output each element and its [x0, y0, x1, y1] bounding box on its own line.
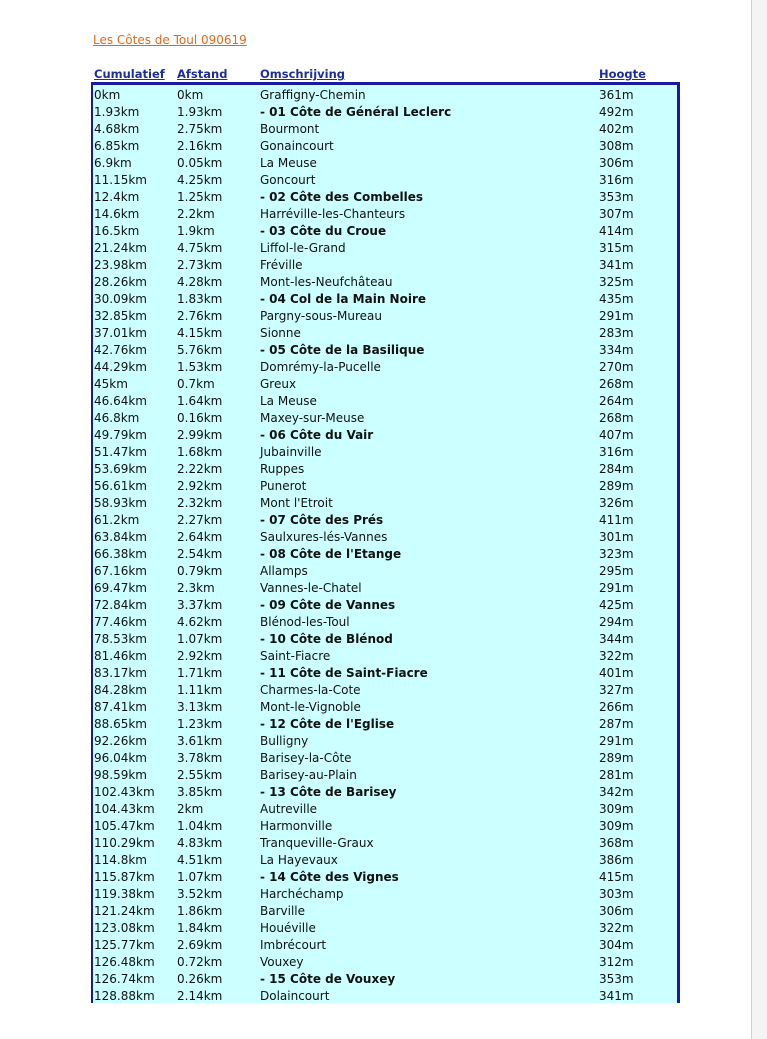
table-row — [93, 988, 677, 1005]
altitude: 341m — [599, 989, 634, 1003]
segment-distance: 1.9km — [177, 224, 215, 238]
segment-distance: 3.78km — [177, 751, 223, 765]
description: Autreville — [260, 802, 318, 816]
altitude: 287m — [599, 717, 634, 731]
table-row — [93, 801, 677, 818]
description: La Meuse — [260, 394, 317, 408]
table-row — [93, 903, 677, 920]
altitude: 316m — [599, 173, 634, 187]
description: Saint-Fiacre — [260, 649, 331, 663]
table-row — [93, 886, 677, 903]
climb-row — [93, 869, 677, 886]
description: - 02 Côte des Combelles — [260, 190, 423, 204]
table-row — [93, 852, 677, 869]
cumulative-distance: 72.84km — [94, 598, 147, 612]
description: Harchéchamp — [260, 887, 344, 901]
cumulative-distance: 37.01km — [94, 326, 147, 340]
cumulative-distance: 30.09km — [94, 292, 147, 306]
altitude: 309m — [599, 802, 634, 816]
description: Sionne — [260, 326, 301, 340]
altitude: 266m — [599, 700, 634, 714]
segment-distance: 2km — [177, 802, 204, 816]
cumulative-distance: 6.9km — [94, 156, 132, 170]
altitude: 327m — [599, 683, 634, 697]
segment-distance: 1.11km — [177, 683, 223, 697]
segment-distance: 0.72km — [177, 955, 223, 969]
segment-distance: 4.51km — [177, 853, 223, 867]
description: - 04 Col de la Main Noire — [260, 292, 427, 306]
segment-distance: 0.26km — [177, 972, 223, 986]
segment-distance: 3.37km — [177, 598, 223, 612]
climb-row — [93, 971, 677, 988]
segment-distance: 3.52km — [177, 887, 223, 901]
altitude: 301m — [599, 530, 634, 544]
table-row — [93, 325, 677, 342]
cumulative-distance: 66.38km — [94, 547, 147, 561]
table-row — [93, 257, 677, 274]
altitude: 295m — [599, 564, 634, 578]
cumulative-distance: 32.85km — [94, 309, 147, 323]
description: Fréville — [260, 258, 303, 272]
segment-distance: 2.75km — [177, 122, 223, 136]
altitude: 353m — [599, 972, 634, 986]
table-row — [93, 614, 677, 631]
cumulative-distance: 53.69km — [94, 462, 147, 476]
altitude: 303m — [599, 887, 634, 901]
altitude: 294m — [599, 615, 634, 629]
segment-distance: 4.83km — [177, 836, 223, 850]
altitude: 284m — [599, 462, 634, 476]
description: - 10 Côte de Blénod — [260, 632, 393, 646]
cumulative-distance: 84.28km — [94, 683, 147, 697]
altitude: 407m — [599, 428, 634, 442]
segment-distance: 0.16km — [177, 411, 223, 425]
altitude: 316m — [599, 445, 634, 459]
segment-distance: 2.14km — [177, 989, 223, 1003]
description: Liffol-le-Grand — [260, 241, 346, 255]
altitude: 425m — [599, 598, 634, 612]
cumulative-distance: 121.24km — [94, 904, 155, 918]
table-row — [93, 529, 677, 546]
cumulative-distance: 125.77km — [94, 938, 155, 952]
segment-distance: 1.71km — [177, 666, 223, 680]
segment-distance: 2.64km — [177, 530, 223, 544]
cumulative-distance: 69.47km — [94, 581, 147, 595]
route-table — [91, 82, 680, 1003]
description: - 12 Côte de l'Eglise — [260, 717, 395, 731]
cumulative-distance: 81.46km — [94, 649, 147, 663]
description: La Meuse — [260, 156, 317, 170]
climb-row — [93, 631, 677, 648]
description: Charmes-la-Cote — [260, 683, 361, 697]
table-row — [93, 461, 677, 478]
segment-distance: 4.15km — [177, 326, 223, 340]
segment-distance: 2.3km — [177, 581, 215, 595]
cumulative-distance: 6.85km — [94, 139, 140, 153]
description: Bulligny — [260, 734, 309, 748]
segment-distance: 1.07km — [177, 870, 223, 884]
table-row — [93, 478, 677, 495]
description: - 08 Côte de l'Etange — [260, 547, 402, 561]
altitude: 368m — [599, 836, 634, 850]
altitude: 414m — [599, 224, 634, 238]
cumulative-distance: 128.88km — [94, 989, 155, 1003]
segment-distance: 2.22km — [177, 462, 223, 476]
description: - 11 Côte de Saint-Fiacre — [260, 666, 428, 680]
climb-row — [93, 784, 677, 801]
altitude: 322m — [599, 921, 634, 935]
description: - 14 Côte des Vignes — [260, 870, 399, 884]
altitude: 307m — [599, 207, 634, 221]
segment-distance: 1.07km — [177, 632, 223, 646]
description: Greux — [260, 377, 297, 391]
description: Domrémy-la-Pucelle — [260, 360, 381, 374]
table-row — [93, 138, 677, 155]
cumulative-distance: 77.46km — [94, 615, 147, 629]
segment-distance: 3.85km — [177, 785, 223, 799]
description: Dolaincourt — [260, 989, 330, 1003]
description: Harmonville — [260, 819, 333, 833]
table-row — [93, 682, 677, 699]
altitude: 315m — [599, 241, 634, 255]
altitude: 291m — [599, 309, 634, 323]
altitude: 323m — [599, 547, 634, 561]
table-row — [93, 699, 677, 716]
cumulative-distance: 45km — [94, 377, 128, 391]
altitude: 289m — [599, 751, 634, 765]
table-row — [93, 359, 677, 376]
climb-row — [93, 716, 677, 733]
altitude: 306m — [599, 904, 634, 918]
description: - 06 Côte du Vair — [260, 428, 374, 442]
altitude: 435m — [599, 292, 634, 306]
cumulative-distance: 83.17km — [94, 666, 147, 680]
description: Vouxey — [260, 955, 304, 969]
segment-distance: 2.27km — [177, 513, 223, 527]
table-row — [93, 376, 677, 393]
altitude: 411m — [599, 513, 634, 527]
altitude: 344m — [599, 632, 634, 646]
cumulative-distance: 44.29km — [94, 360, 147, 374]
cumulative-distance: 42.76km — [94, 343, 147, 357]
segment-distance: 1.83km — [177, 292, 223, 306]
table-row — [93, 274, 677, 291]
description: Ruppes — [260, 462, 305, 476]
description: Goncourt — [260, 173, 316, 187]
cumulative-distance: 67.16km — [94, 564, 147, 578]
description: - 05 Côte de la Basilique — [260, 343, 425, 357]
description: Houéville — [260, 921, 316, 935]
cumulative-distance: 46.8km — [94, 411, 140, 425]
description: Punerot — [260, 479, 307, 493]
cumulative-distance: 4.68km — [94, 122, 140, 136]
altitude: 325m — [599, 275, 634, 289]
header-hoogte: Hoogte — [599, 67, 646, 81]
description: Mont l'Etroit — [260, 496, 333, 510]
cumulative-distance: 98.59km — [94, 768, 147, 782]
cumulative-distance: 49.79km — [94, 428, 147, 442]
segment-distance: 3.13km — [177, 700, 223, 714]
description: Graffigny-Chemin — [260, 88, 366, 102]
segment-distance: 2.69km — [177, 938, 223, 952]
segment-distance: 4.62km — [177, 615, 223, 629]
altitude: 270m — [599, 360, 634, 374]
description: Harréville-les-Chanteurs — [260, 207, 406, 221]
segment-distance: 1.84km — [177, 921, 223, 935]
segment-distance: 4.75km — [177, 241, 223, 255]
climb-row — [93, 665, 677, 682]
document-title-link[interactable]: Les Côtes de Toul 090619 — [93, 33, 247, 47]
header-cumulatief: Cumulatief — [94, 67, 165, 81]
climb-row — [93, 546, 677, 563]
description: - 03 Côte du Croue — [260, 224, 387, 238]
segment-distance: 0.7km — [177, 377, 215, 391]
description: Barisey-au-Plain — [260, 768, 357, 782]
altitude: 268m — [599, 377, 634, 391]
description: Allamps — [260, 564, 308, 578]
altitude: 341m — [599, 258, 634, 272]
description: Bourmont — [260, 122, 320, 136]
cumulative-distance: 61.2km — [94, 513, 140, 527]
header-afstand: Afstand — [177, 67, 228, 81]
cumulative-distance: 126.48km — [94, 955, 155, 969]
table-row — [93, 767, 677, 784]
cumulative-distance: 92.26km — [94, 734, 147, 748]
description: Barville — [260, 904, 306, 918]
cumulative-distance: 21.24km — [94, 241, 147, 255]
segment-distance: 1.04km — [177, 819, 223, 833]
cumulative-distance: 12.4km — [94, 190, 140, 204]
description: Gonaincourt — [260, 139, 334, 153]
segment-distance: 3.61km — [177, 734, 223, 748]
segment-distance: 1.64km — [177, 394, 223, 408]
segment-distance: 2.16km — [177, 139, 223, 153]
altitude: 334m — [599, 343, 634, 357]
table-row — [93, 920, 677, 937]
climb-row — [93, 597, 677, 614]
segment-distance: 2.99km — [177, 428, 223, 442]
segment-distance: 1.68km — [177, 445, 223, 459]
climb-row — [93, 342, 677, 359]
header-omschrijving: Omschrijving — [260, 67, 346, 81]
cumulative-distance: 115.87km — [94, 870, 155, 884]
altitude: 264m — [599, 394, 634, 408]
segment-distance: 2.2km — [177, 207, 215, 221]
description: - 01 Côte de Général Leclerc — [260, 105, 452, 119]
cumulative-distance: 78.53km — [94, 632, 147, 646]
segment-distance: 2.73km — [177, 258, 223, 272]
table-row — [93, 733, 677, 750]
description: Maxey-sur-Meuse — [260, 411, 365, 425]
cumulative-distance: 119.38km — [94, 887, 155, 901]
cumulative-distance: 46.64km — [94, 394, 147, 408]
cumulative-distance: 87.41km — [94, 700, 147, 714]
altitude: 386m — [599, 853, 634, 867]
segment-distance: 1.93km — [177, 105, 223, 119]
altitude: 415m — [599, 870, 634, 884]
segment-distance: 0km — [177, 88, 204, 102]
segment-distance: 0.05km — [177, 156, 223, 170]
segment-distance: 1.86km — [177, 904, 223, 918]
altitude: 289m — [599, 479, 634, 493]
description: Mont-les-Neufchâteau — [260, 275, 393, 289]
cumulative-distance: 63.84km — [94, 530, 147, 544]
altitude: 304m — [599, 938, 634, 952]
altitude: 281m — [599, 768, 634, 782]
segment-distance: 2.32km — [177, 496, 223, 510]
description: Pargny-sous-Mureau — [260, 309, 382, 323]
table-row — [93, 308, 677, 325]
altitude: 306m — [599, 156, 634, 170]
table-row — [93, 240, 677, 257]
description: Mont-le-Vignoble — [260, 700, 361, 714]
segment-distance: 2.92km — [177, 479, 223, 493]
segment-distance: 2.76km — [177, 309, 223, 323]
altitude: 326m — [599, 496, 634, 510]
table-row — [93, 206, 677, 223]
cumulative-distance: 126.74km — [94, 972, 155, 986]
table-row — [93, 155, 677, 172]
segment-distance: 1.23km — [177, 717, 223, 731]
climb-row — [93, 223, 677, 240]
table-row — [93, 172, 677, 189]
cumulative-distance: 110.29km — [94, 836, 155, 850]
altitude: 401m — [599, 666, 634, 680]
table-row — [93, 818, 677, 835]
table-row — [93, 750, 677, 767]
segment-distance: 4.28km — [177, 275, 223, 289]
cumulative-distance: 102.43km — [94, 785, 155, 799]
description: - 15 Côte de Vouxey — [260, 972, 396, 986]
segment-distance: 2.55km — [177, 768, 223, 782]
cumulative-distance: 96.04km — [94, 751, 147, 765]
cumulative-distance: 0km — [94, 88, 121, 102]
description: Saulxures-lés-Vannes — [260, 530, 388, 544]
table-row — [93, 410, 677, 427]
cumulative-distance: 51.47km — [94, 445, 147, 459]
cumulative-distance: 58.93km — [94, 496, 147, 510]
altitude: 309m — [599, 819, 634, 833]
table-row — [93, 937, 677, 954]
table-row — [93, 580, 677, 597]
altitude: 312m — [599, 955, 634, 969]
segment-distance: 4.25km — [177, 173, 223, 187]
cumulative-distance: 56.61km — [94, 479, 147, 493]
segment-distance: 2.54km — [177, 547, 223, 561]
climb-row — [93, 189, 677, 206]
climb-row — [93, 512, 677, 529]
altitude: 268m — [599, 411, 634, 425]
altitude: 402m — [599, 122, 634, 136]
cumulative-distance: 14.6km — [94, 207, 140, 221]
altitude: 361m — [599, 88, 634, 102]
cumulative-distance: 88.65km — [94, 717, 147, 731]
segment-distance: 2.92km — [177, 649, 223, 663]
route-table-rows — [93, 87, 677, 1005]
description: Vannes-le-Chatel — [260, 581, 362, 595]
page-margin — [752, 0, 767, 1039]
description: Barisey-la-Côte — [260, 751, 352, 765]
description: - 07 Côte des Prés — [260, 513, 384, 527]
climb-row — [93, 104, 677, 121]
description: Tranqueville-Graux — [260, 836, 374, 850]
segment-distance: 5.76km — [177, 343, 223, 357]
cumulative-distance: 23.98km — [94, 258, 147, 272]
altitude: 492m — [599, 105, 634, 119]
table-row — [93, 954, 677, 971]
cumulative-distance: 28.26km — [94, 275, 147, 289]
description: La Hayevaux — [260, 853, 338, 867]
description: - 13 Côte de Barisey — [260, 785, 397, 799]
table-row — [93, 87, 677, 104]
table-row — [93, 495, 677, 512]
altitude: 291m — [599, 581, 634, 595]
table-row — [93, 121, 677, 138]
description: Imbrécourt — [260, 938, 327, 952]
altitude: 283m — [599, 326, 634, 340]
climb-row — [93, 427, 677, 444]
cumulative-distance: 1.93km — [94, 105, 140, 119]
cumulative-distance: 114.8km — [94, 853, 147, 867]
cumulative-distance: 104.43km — [94, 802, 155, 816]
segment-distance: 0.79km — [177, 564, 223, 578]
climb-row — [93, 291, 677, 308]
table-row — [93, 563, 677, 580]
table-row — [93, 648, 677, 665]
cumulative-distance: 11.15km — [94, 173, 147, 187]
segment-distance: 1.53km — [177, 360, 223, 374]
description: - 09 Côte de Vannes — [260, 598, 396, 612]
altitude: 353m — [599, 190, 634, 204]
table-row — [93, 444, 677, 461]
altitude: 342m — [599, 785, 634, 799]
altitude: 291m — [599, 734, 634, 748]
table-row — [93, 835, 677, 852]
altitude: 322m — [599, 649, 634, 663]
description: Jubainville — [260, 445, 322, 459]
segment-distance: 1.25km — [177, 190, 223, 204]
cumulative-distance: 16.5km — [94, 224, 140, 238]
cumulative-distance: 123.08km — [94, 921, 155, 935]
table-row — [93, 393, 677, 410]
description: Blénod-les-Toul — [260, 615, 350, 629]
cumulative-distance: 105.47km — [94, 819, 155, 833]
altitude: 308m — [599, 139, 634, 153]
